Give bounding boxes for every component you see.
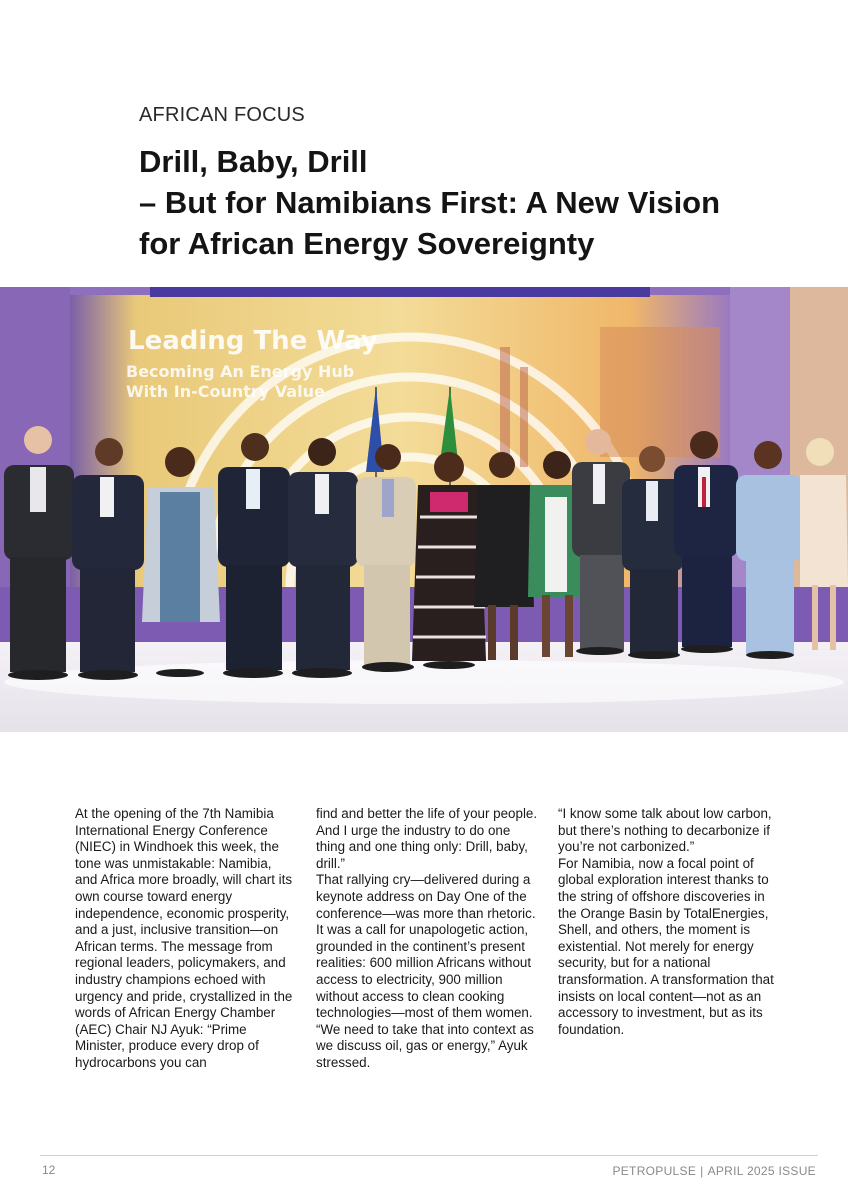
section-label: AFRICAN FOCUS — [139, 104, 305, 126]
title-line: for African Energy Sovereignty — [139, 226, 595, 261]
backdrop-subtitle: Becoming An Energy Hub — [126, 362, 355, 381]
issue-label: APRIL 2025 ISSUE — [707, 1164, 816, 1178]
title-line: – But for Namibians First: A New Vision — [139, 185, 721, 220]
paragraph: “I know some talk about low carbon, but there’s nothing to decarbonize if you’re not carbonized.” — [558, 806, 772, 855]
footer-divider — [40, 1155, 818, 1156]
article-column-1 — [75, 806, 297, 1072]
publication-name: PETROPULSE — [612, 1164, 697, 1178]
article-column-3 — [558, 806, 783, 1038]
backdrop-subtitle: With In-Country Value — [126, 382, 325, 401]
person — [218, 433, 290, 678]
footer-publication — [612, 1164, 816, 1178]
person — [288, 438, 358, 678]
footer-separator: | — [700, 1164, 704, 1178]
paragraph: That rallying cry—delivered during a keynote address on Day One of the conference—was more than rhetoric. It was a call for unapologetic action, grounded in the continent’s present realities: 600 million Africans without access to electricity, 900 million without access to clean cooking technologies—most of them women. “We need to take that into context as we discuss oil, gas or energy,” Ayuk stressed. — [316, 872, 536, 1070]
article-title — [139, 141, 799, 264]
paragraph: find and better the life of your people. And I urge the industry to do one thing and one thing only: Drill, baby, drill.” — [316, 806, 538, 871]
event-group-photo — [0, 287, 848, 732]
person — [356, 444, 416, 672]
article-column-2 — [316, 806, 538, 1072]
paragraph: At the opening of the 7th Namibia International Energy Conference (NIEC) in Windhoek this week, the tone was unmistakable: Namibia, and Africa more broadly, will chart its own course toward energy independence, economic prosperity, and a just, inclusive transition—on African terms. The message from regional leaders, policymakers, and industry champions echoed with urgency and pride, crystallized in the words of African Energy Chamber (AEC) Chair NJ Ayuk: “Prime Minister, produce every drop of hydrocarbons you can — [75, 806, 293, 1070]
page-number: 12 — [42, 1163, 56, 1177]
title-line: Drill, Baby, Drill — [139, 144, 368, 179]
backdrop-title: Leading The Way — [128, 326, 378, 356]
paragraph: For Namibia, now a focal point of global exploration interest thanks to the string of offshore discoveries in the Orange Basin by TotalEnergies, Shell, and others, the moment is existential. Not merely for energy security, but for a national transformation. A transformation that insists on local content—not as an accessory to investment, but as its foundation. — [558, 855, 774, 1037]
person — [572, 429, 630, 655]
